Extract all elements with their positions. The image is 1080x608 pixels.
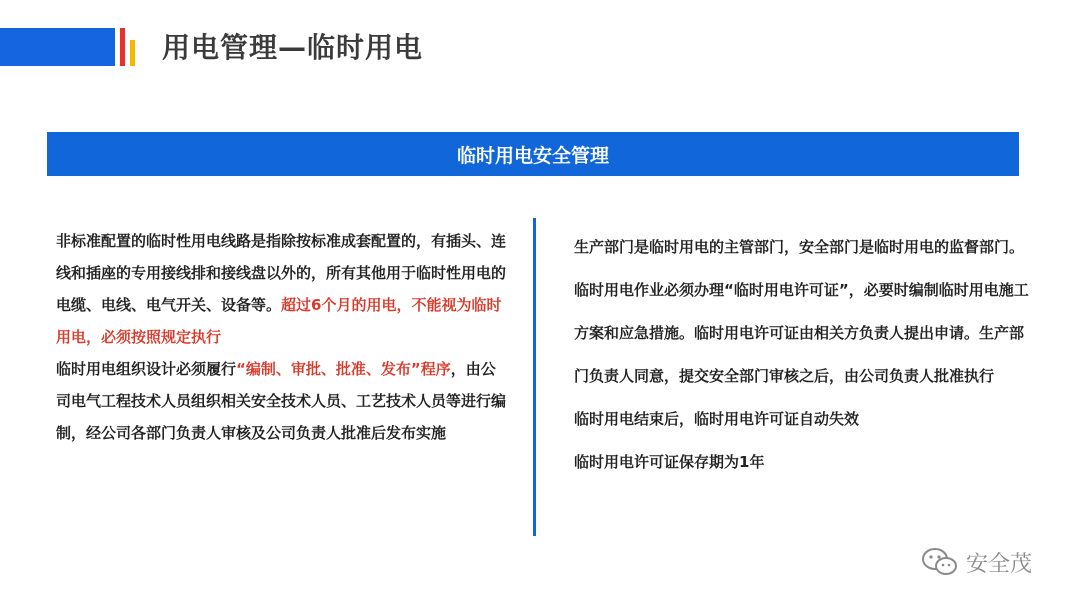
wechat-icon xyxy=(920,547,960,577)
left-paragraph-1-highlight: 超过6个月的用电，不能视为临时用电，必须按照规定执行 xyxy=(56,296,502,346)
section-banner-title: 临时用电安全管理 xyxy=(456,144,609,167)
left-paragraph-1 xyxy=(56,225,506,353)
left-paragraph-2-text: ，由公司电气工程技术人员组织相关安全技术人员、工艺技术人员等进行编制，经公司各部门负责人审核及公司负责人批准后发布实施 xyxy=(56,360,507,442)
right-paragraph-1: 生产部门是临时用电的主管部门，安全部门是临时用电的监督部门。临时用电作业必须办理“临时用电许可证”，必要时编制临时用电施工方案和应急措施。临时用电许可证由相关方负责人提出申请。生产部门负责人同意，提交安全部门审核之后，由公司负责人批准执行 xyxy=(574,238,1029,385)
left-paragraph-2-highlight: “编制、审批、批准、发布”程序 xyxy=(236,360,451,378)
section-banner xyxy=(47,132,1019,176)
watermark xyxy=(920,545,1032,579)
title-blue-bar xyxy=(0,28,115,66)
left-paragraph-2-lead: 临时用电组织设计必须履行 xyxy=(56,360,237,378)
page-title: 用电管理—临时用电 xyxy=(162,31,424,64)
watermark-text: 安全茂 xyxy=(966,551,1033,577)
left-text-column xyxy=(56,225,506,449)
right-text-column xyxy=(574,226,1034,484)
title-accent-yellow xyxy=(130,40,135,66)
right-paragraph-3: 临时用电许可证保存期为1年 xyxy=(574,453,765,471)
left-paragraph-1-text: 非标准配置的临时性用电线路是指除按标准成套配置的，有插头、连线和插座的专用接线排和接线盘以外的，所有其他用于临时性用电的电缆、电线、电气开关、设备等。 xyxy=(56,232,507,314)
column-divider xyxy=(533,218,536,536)
left-paragraph-2 xyxy=(56,353,506,449)
title-accent-red xyxy=(120,28,125,66)
right-paragraph-2: 临时用电结束后，临时用电许可证自动失效 xyxy=(574,410,860,428)
